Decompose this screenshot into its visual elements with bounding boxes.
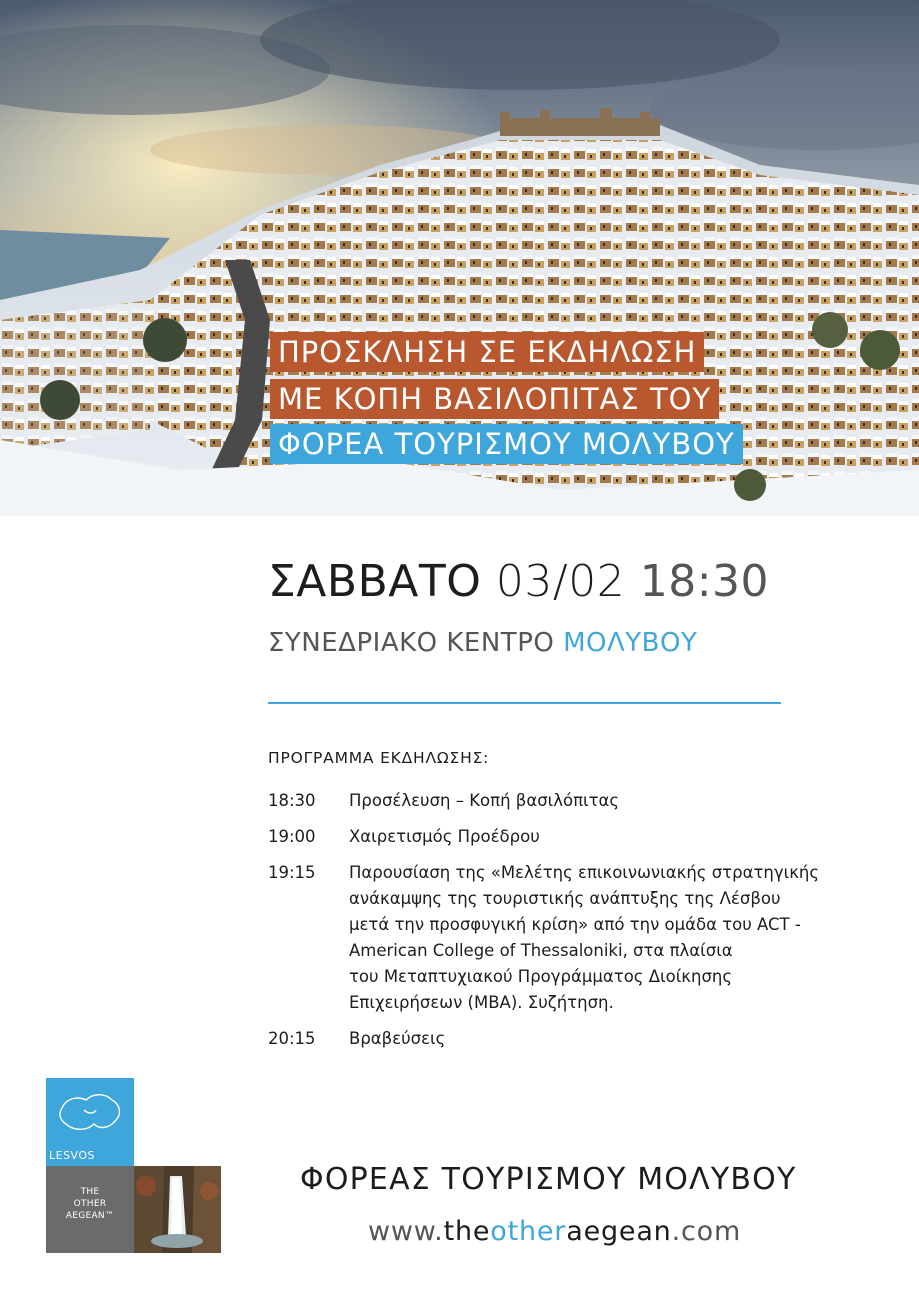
program-item-time: 18:30 xyxy=(268,791,316,810)
program-item xyxy=(268,788,878,814)
logo-tagline-box xyxy=(46,1166,134,1253)
waterfall-photo xyxy=(134,1166,221,1253)
program-item-text: Χαιρετισμός Προέδρου xyxy=(349,827,540,846)
program-heading: ΠΡΟΓΡΑΜΜΑ ΕΚΔΗΛΩΣΗΣ: xyxy=(268,749,490,767)
lesvos-island-icon xyxy=(56,1088,124,1136)
venue-highlight: ΜΟΛΥΒΟΥ xyxy=(563,628,698,658)
program-item-time: 19:15 xyxy=(268,863,316,882)
program-item-time: 19:00 xyxy=(268,827,316,846)
event-date-time xyxy=(268,556,769,607)
program-item xyxy=(268,1026,878,1052)
logo-tagline-line: OTHER xyxy=(73,1199,107,1209)
footer-organization: ΦΟΡΕΑΣ ΤΟΥΡΙΣΜΟΥ ΜΟΛΥΒΟΥ xyxy=(300,1162,797,1197)
venue-prefix: ΣΥΝΕΔΡΙΑΚΟ ΚΕΝΤΡΟ xyxy=(268,628,555,658)
logo-lesvos-text: LESVOS xyxy=(49,1149,96,1162)
url-part: aegean xyxy=(566,1216,672,1247)
program-item xyxy=(268,860,878,1016)
url-part: other xyxy=(490,1216,567,1247)
invitation-title-line-2: ΜΕ ΚΟΠΗ ΒΑΣΙΛΟΠΙΤΑΣ ΤΟΥ xyxy=(270,379,719,419)
program-item-text: Παρουσίαση της «Μελέτης επικοινωνιακής στρατηγικής ανάκαμψης της τουριστικής ανάπτυξης της Λέσβου μετά την προσφυγική κρίση» από την ομάδα του ACT - American College of Thessaloniki, στα πλαίσια του Μεταπτυχιακού Προγράμματος Διοίκησης Επιχειρήσεων (MBA). Συζήτηση. xyxy=(349,863,820,1012)
event-date: 03/02 xyxy=(495,556,626,607)
event-venue xyxy=(268,628,697,658)
url-part: www. xyxy=(368,1216,444,1247)
hero-banner xyxy=(0,0,919,516)
url-part: .com xyxy=(671,1216,742,1247)
event-day: ΣΑΒΒΑΤΟ xyxy=(268,556,482,607)
divider-line xyxy=(268,702,781,704)
logo-tagline-line: THE xyxy=(80,1187,100,1197)
program-item-time: 20:15 xyxy=(268,1029,316,1048)
program-item-text: Προσέλευση – Κοπή βασιλόπιτας xyxy=(349,791,620,810)
lesvos-logo xyxy=(46,1078,134,1166)
footer-website-link[interactable] xyxy=(368,1216,741,1247)
program-list xyxy=(268,788,878,1062)
invitation-title-line-1: ΠΡΟΣΚΛΗΣΗ ΣΕ ΕΚΔΗΛΩΣΗ xyxy=(270,332,704,372)
invitation-title-line-3: ΦΟΡΕΑ ΤΟΥΡΙΣΜΟΥ ΜΟΛΥΒΟΥ xyxy=(270,424,743,464)
program-item xyxy=(268,824,878,850)
logo-tagline-line: AEGEAN™ xyxy=(65,1211,115,1221)
url-part: the xyxy=(443,1216,491,1247)
event-time: 18:30 xyxy=(639,556,770,607)
program-item-text: Βραβεύσεις xyxy=(349,1029,446,1048)
